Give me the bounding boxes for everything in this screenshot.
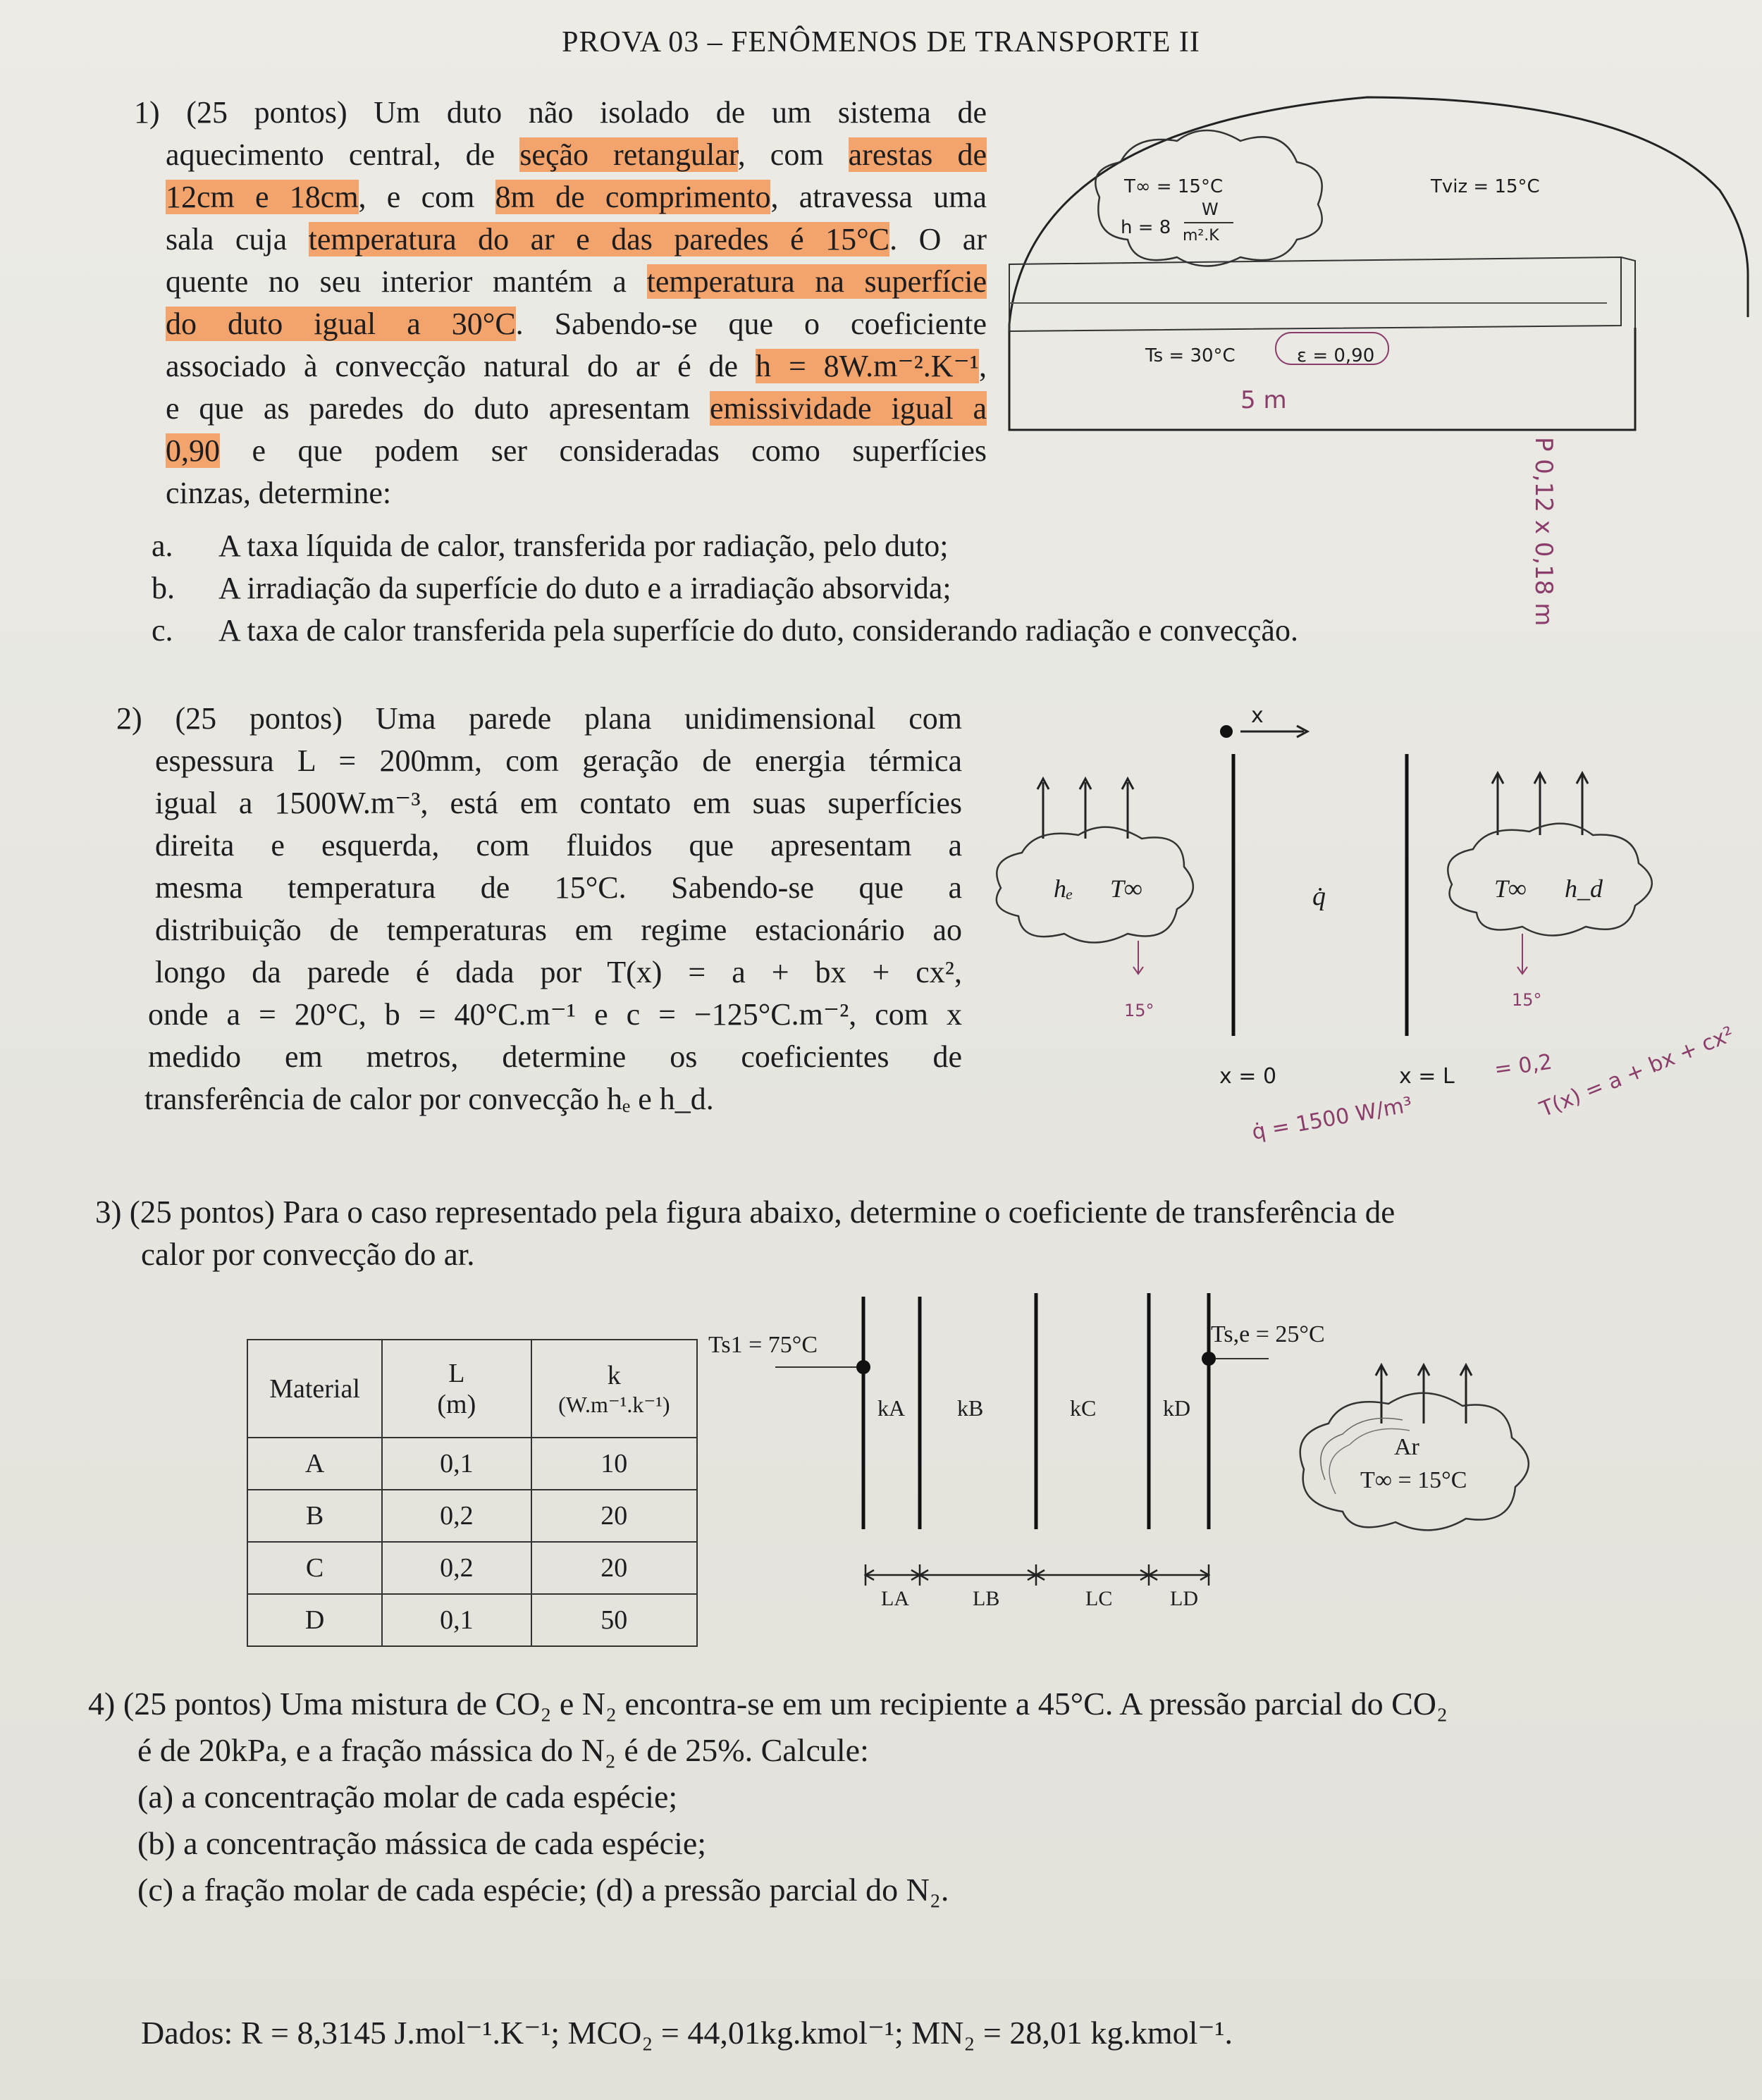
q1-line: do duto igual a 30°C. Sabendo-se que o coeficiente [166, 307, 987, 341]
q2-line: igual a 1500W.m⁻³, está em contato em suas superfícies [155, 786, 962, 820]
q3-tse: Ts,e = 25°C [1211, 1321, 1325, 1347]
table-header-length: L (m) [382, 1340, 531, 1438]
q1-line: quente no seu interior mantém a temperatura na superfície [166, 264, 987, 299]
q1-cloud-h: h = 8 [1121, 217, 1171, 238]
q1-item-b: b. A irradiação da superfície do duto e a irradiação absorvida; [152, 571, 951, 605]
q1-ts: Ts = 30°C [1145, 345, 1236, 366]
q3-ld: LD [1170, 1587, 1198, 1610]
q2-tinf-left: T∞ [1110, 875, 1142, 903]
question-1 [134, 92, 987, 514]
q2-line: direita e esquerda, com fluidos que apresentam a [155, 828, 962, 863]
q2-tinf-right: T∞ [1494, 875, 1527, 903]
q2-qdot: q̇ [1312, 882, 1326, 911]
q4-line: 4) (25 pontos) Uma mistura de CO₂ e N₂ encontra-se em um recipiente a 45°C. A pressão parcial do CO₂ [88, 1686, 1448, 1722]
q1-line: e que as paredes do duto apresentam emissividade igual a [166, 391, 987, 426]
q3-lb: LB [973, 1587, 1000, 1610]
table-row [247, 1542, 697, 1594]
q1-line: cinzas, determine: [166, 476, 392, 510]
q1-cloud-unit-den: m².K [1183, 227, 1219, 245]
q3-composite-wall-figure [705, 1283, 1621, 1621]
q2-xL: x = L [1399, 1064, 1455, 1089]
q1-line: sala cuja temperatura do ar e das paredes é 15°C. O ar [166, 222, 987, 257]
table-row [247, 1438, 697, 1490]
table-cell: 20 [531, 1490, 697, 1542]
q2-line: transferência de calor por convecção hₑ e h_d. [144, 1082, 714, 1116]
q3-lc: LC [1085, 1587, 1113, 1610]
table-cell: 20 [531, 1542, 697, 1594]
q1-tviz: Tviz = 15°C [1431, 176, 1540, 197]
q2-line: longo da parede é dada por T(x) = a + bx + cx², [155, 955, 962, 989]
q2-hand-15-left: 15° [1124, 1001, 1154, 1020]
q2-line: espessura L = 200mm, com geração de energia térmica [155, 743, 962, 778]
q3-kd: kD [1163, 1395, 1191, 1421]
q4-line: é de 20kPa, e a fração mássica do N₂ é de 25%. Calcule: [137, 1732, 869, 1768]
table-cell: 0,2 [382, 1490, 531, 1542]
q1-line: associado à convecção natural do ar é de h = 8W.m⁻².K⁻¹, [166, 349, 987, 383]
table-header-k: k (W.m⁻¹.k⁻¹) [531, 1340, 697, 1438]
q1-cloud-tinf: T∞ = 15°C [1124, 176, 1224, 197]
q1-line: 1) (25 pontos) Um duto não isolado de um sistema de [134, 95, 987, 130]
q3-line: 3) (25 pontos) Para o caso representado pela figura abaixo, determine o coeficiente de transferência de [95, 1194, 1396, 1230]
table-row [247, 1594, 697, 1646]
page-title: PROVA 03 – FENÔMENOS DE TRANSPORTE II [562, 26, 1200, 58]
q3-la: LA [881, 1587, 909, 1610]
q2-line: mesma temperatura de 15°C. Sabendo-se que a [155, 870, 962, 905]
q3-kb: kB [957, 1395, 984, 1421]
table-cell: 10 [531, 1438, 697, 1490]
table-cell: B [247, 1490, 382, 1542]
table-header-material: Material [247, 1340, 382, 1438]
table-cell: 0,1 [382, 1594, 531, 1646]
table-cell: A [247, 1438, 382, 1490]
table-cell: 0,1 [382, 1438, 531, 1490]
question-2 [116, 698, 962, 1120]
q2-line: medido em metros, determine os coeficientes de [148, 1039, 962, 1074]
q3-line: calor por convecção do ar. [141, 1237, 475, 1272]
q3-material-table [247, 1339, 698, 1647]
q2-hd: h_d [1565, 875, 1603, 903]
q4-line: (b) a concentração mássica de cada espécie; [137, 1825, 707, 1861]
table-cell: 0,2 [382, 1542, 531, 1594]
q1-item-a: a. A taxa líquida de calor, transferida por radiação, pelo duto; [152, 529, 949, 563]
q2-hand-L: = 0,2 [1492, 1049, 1554, 1082]
q1-eps: ε = 0,90 [1297, 345, 1375, 366]
q2-x0: x = 0 [1219, 1064, 1277, 1089]
table-cell: 50 [531, 1594, 697, 1646]
q1-length-note: 5 m [1240, 386, 1287, 414]
q2-hand-q: q̇ = 1500 W/m³ [1250, 1092, 1415, 1145]
q1-line: 0,90 e que podem ser consideradas como superfícies [166, 433, 987, 468]
q2-hand-15-right: 15° [1512, 990, 1542, 1010]
q3-tinf: T∞ = 15°C [1360, 1467, 1467, 1493]
q2-line: distribuição de temperaturas em regime estacionário ao [155, 913, 962, 947]
q3-ts1: Ts1 = 75°C [708, 1332, 818, 1358]
question-3 [95, 1191, 1702, 1276]
q1-duct-figure [1001, 85, 1762, 564]
q1-side-note: P 0,12 x 0,18 m [1529, 437, 1558, 626]
q1-line: aquecimento central, de seção retangular, com arestas de [166, 137, 987, 172]
q1-cloud-unit-num: W [1202, 199, 1219, 219]
q2-he: hₑ [1054, 875, 1073, 903]
q2-hand-T: T(x) = a + bx + cx² [1536, 1022, 1738, 1123]
question-4 [88, 1681, 1730, 1913]
table-cell: D [247, 1594, 382, 1646]
q3-kc: kC [1070, 1395, 1097, 1421]
q4-line: (c) a fração molar de cada espécie; (d) a pressão parcial do N₂. [137, 1872, 949, 1908]
q1-cloud-unit-bar [1184, 222, 1233, 223]
q4-line: (a) a concentração molar de cada espécie; [137, 1779, 678, 1815]
table-row [247, 1340, 697, 1438]
q2-line: onde a = 20°C, b = 40°C.m⁻¹ e c = −125°C.m⁻², com x [148, 997, 962, 1032]
q2-line: 2) (25 pontos) Uma parede plana unidimensional com [116, 701, 962, 736]
q2-x-axis: x [1251, 703, 1264, 728]
q1-line: 12cm e 18cm, e com 8m de comprimento, atravessa uma [166, 180, 987, 214]
q3-air: Ar [1394, 1434, 1419, 1460]
table-row [247, 1490, 697, 1542]
table-cell: C [247, 1542, 382, 1594]
q4-data-line: Dados: R = 8,3145 J.mol⁻¹.K⁻¹; MCO₂ = 44,01kg.kmol⁻¹; MN₂ = 28,01 kg.kmol⁻¹. [141, 2015, 1233, 2051]
q1-item-c: c. A taxa de calor transferida pela superfície do duto, considerando radiação e convecção. [152, 613, 1298, 648]
q3-ka: kA [877, 1395, 906, 1421]
